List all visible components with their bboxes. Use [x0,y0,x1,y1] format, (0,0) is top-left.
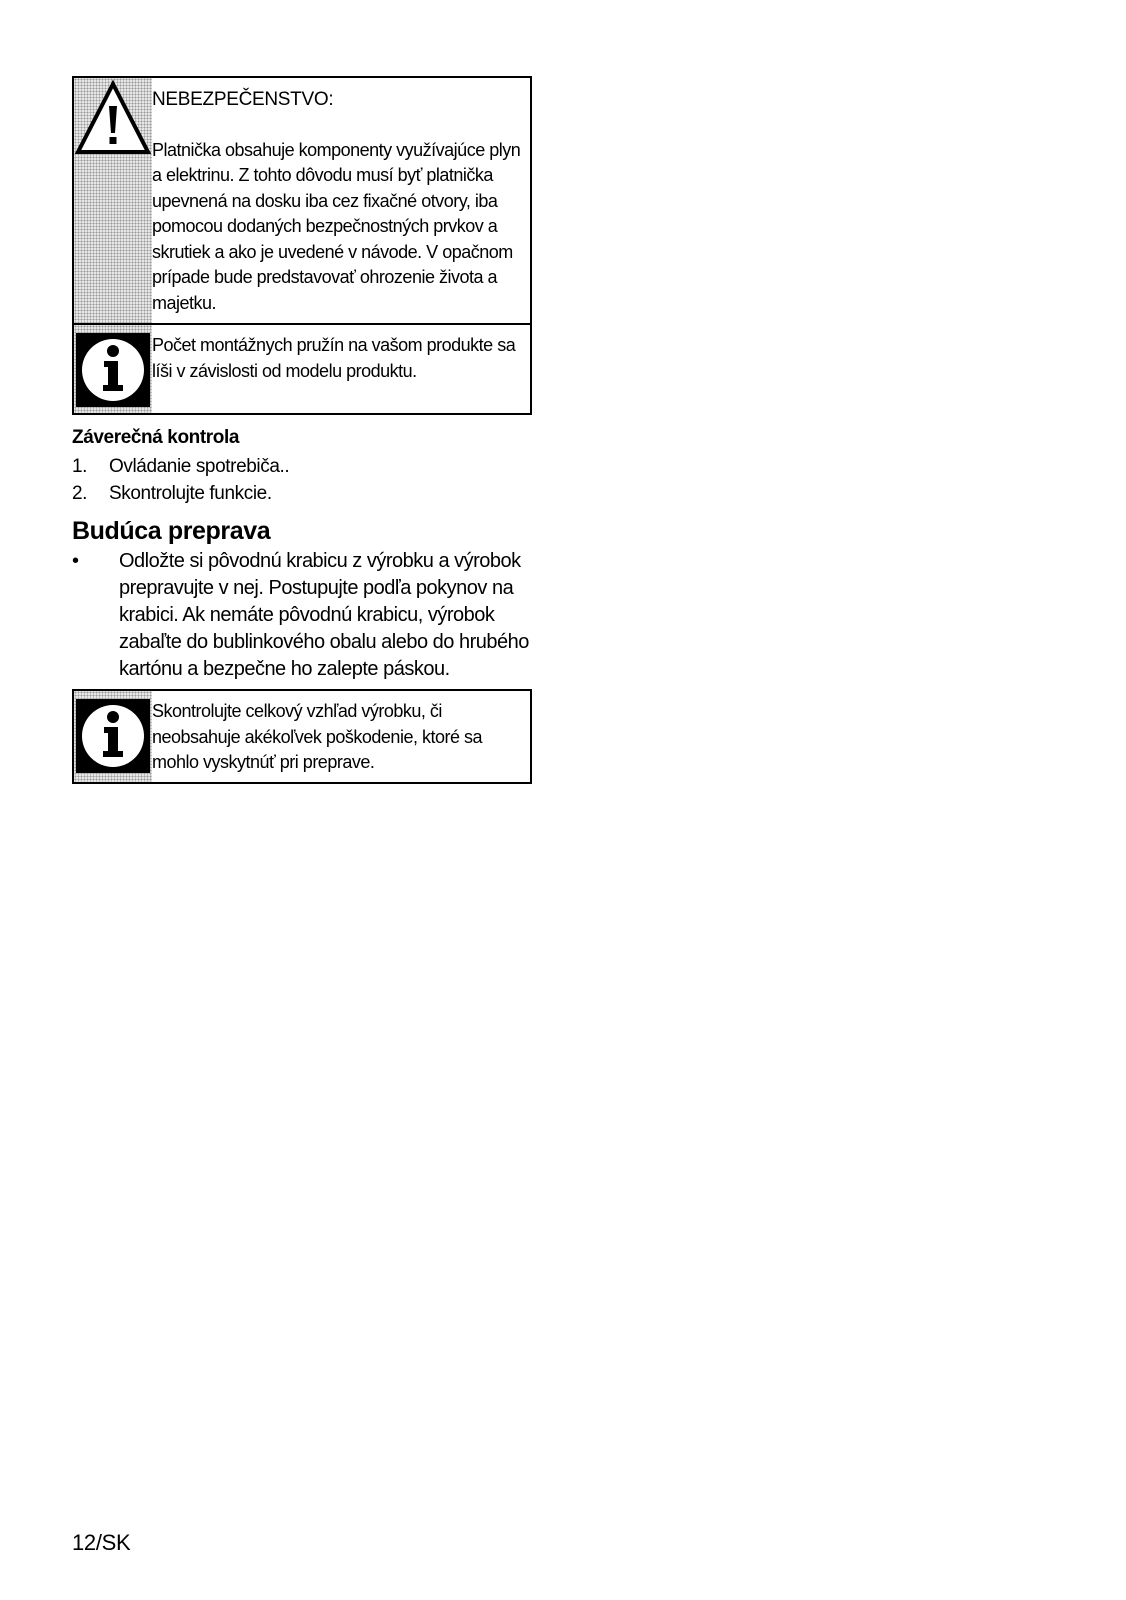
page-number: 12/SK [72,1530,131,1555]
info-icon-cell [74,325,152,413]
warning-icon-cell [74,78,152,323]
content-column [72,76,532,784]
info-text-cell-transport [152,691,530,782]
transport-heading: Budúca preprava [72,517,271,545]
warning-title: NEBEZPEČENSTVO: [152,89,334,110]
warning-text-cell [152,78,530,323]
list-item [72,480,532,507]
warning-row [74,78,530,323]
info-row-transport [74,691,530,782]
transport-bullets [72,548,532,683]
bullet-symbol: • [72,550,79,572]
info-icon [74,691,152,779]
info-text-transport: Skontrolujte celkový vzhľad výrobku, či neobsahuje akékoľvek poškodenie, ktoré sa mohlo vyskytnúť pri preprave. [152,701,482,772]
final-check-steps [72,453,532,507]
step-text: Skontrolujte funkcie. [109,483,272,504]
info-icon-cell [74,691,152,782]
step-number: 2. [72,483,88,504]
info-text-springs: Počet montážnych pružín na vašom produkte sa líši v závislosti od modelu produktu. [152,335,516,381]
warning-body: Platnička obsahuje komponenty využívajúce plyn a elektrinu. Z tohto dôvodu musí byť platnička upevnená na dosku iba cez fixačné otvory, iba pomocou dodaných bezpečnostných prvkov a skrutiek a ako je uvedené v návode. V opačnom prípade bude predstavovať ohrozenie života a majetku. [152,139,521,313]
list-item [72,548,532,683]
final-check-heading: Záverečná kontrola [72,427,240,448]
step-number: 1. [72,456,88,477]
info-icon [74,325,152,413]
notice-box-installation [72,76,532,415]
bullet-text: Odložte si pôvodnú krabicu z výrobku a výrobok prepravujte v nej. Postupujte podľa pokynov na krabici. Ak nemáte pôvodnú krabicu, výrobok zabaľte do bublinkového obalu alebo do hrubého kartónu a bezpečne ho zalepte páskou. [119,550,529,680]
warning-triangle-icon [74,78,152,158]
list-item [72,453,532,480]
step-text: Ovládanie spotrebiča.. [109,456,290,477]
notice-box-transport [72,689,532,784]
info-text-cell-springs [152,325,530,413]
info-row-springs [74,323,530,413]
